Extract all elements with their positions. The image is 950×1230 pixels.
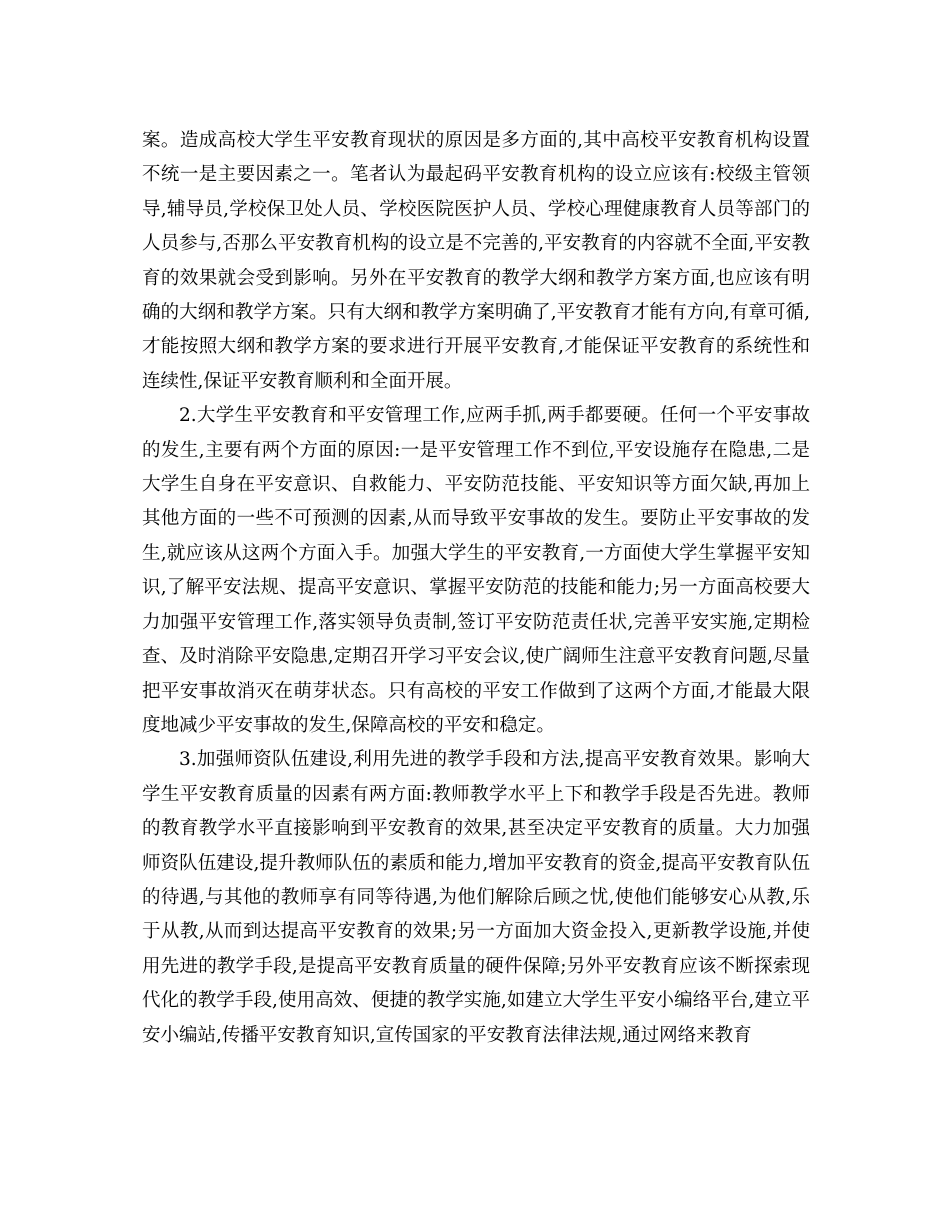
document-page bbox=[142, 124, 810, 1053]
paragraph-item-3: 3.加强师资队伍建设,利用先进的教学手段和方法,提高平安教育效果。影响大学生平安教育质量的因素有两方面:教师教学水平上下和教学手段是否先进。教师的教育教学水平直接影响到平安教育的效果,甚至决定平安教育的质量。大力加强师资队伍建设,提升教师队伍的素质和能力,增加平安教育的资金,提高平安教育队伍的待遇,与其他的教师享有同等待遇,为他们解除后顾之忧,使他们能够安心从教,乐于从教,从而到达提高平安教育的效果;另一方面加大资金投入,更新教学设施,并使用先进的教学手段,是提高平安教育质量的硬件保障;另外平安教育应该不断探索现代化的教学手段,使用高效、便捷的教学实施,如建立大学生平安小编络平台,建立平安小编站,传播平安教育知识,宣传国家的平安教育法律法规,通过网络来教育 bbox=[142, 749, 810, 1046]
paragraph-item-2: 2.大学生平安教育和平安管理工作,应两手抓,两手都要硬。任何一个平安事故的发生,主要有两个方面的原因:一是平安管理工作不到位,平安设施存在隐患,二是大学生自身在平安意识、自救能力、平安防范技能、平安知识等方面欠缺,再加上其他方面的一些不可预测的因素,从而导致平安事故的发生。要防止平安事故的发生,就应该从这两个方面入手。加强大学生的平安教育,一方面使大学生掌握平安知识,了解平安法规、提高平安意识、掌握平安防范的技能和能力;另一方面高校要大力加强平安管理工作,落实领导负责制,签订平安防范责任状,完善平安实施,定期检查、及时消除平安隐患,定期召开学习平安会议,使广阔师生注意平安教育问题,尽量把平安事故消灭在萌芽状态。只有高校的平安工作做到了这两个方面,才能最大限度地减少平安事故的发生,保障高校的平安和稳定。 bbox=[142, 405, 810, 736]
paragraph-continued: 案。造成高校大学生平安教育现状的原因是多方面的,其中高校平安教育机构设置不统一是主要因素之一。笔者认为最起码平安教育机构的设立应该有:校级主管领导,辅导员,学校保卫处人员、学校医院医护人员、学校心理健康教育人员等部门的人员参与,否那么平安教育机构的设立是不完善的,平安教育的内容就不全面,平安教育的效果就会受到影响。另外在平安教育的教学大纲和教学方案方面,也应该有明确的大纲和教学方案。只有大纲和教学方案明确了,平安教育才能有方向,有章可循,才能按照大纲和教学方案的要求进行开展平安教育,才能保证平安教育的系统性和连续性,保证平安教育顺利和全面开展。 bbox=[142, 130, 810, 392]
